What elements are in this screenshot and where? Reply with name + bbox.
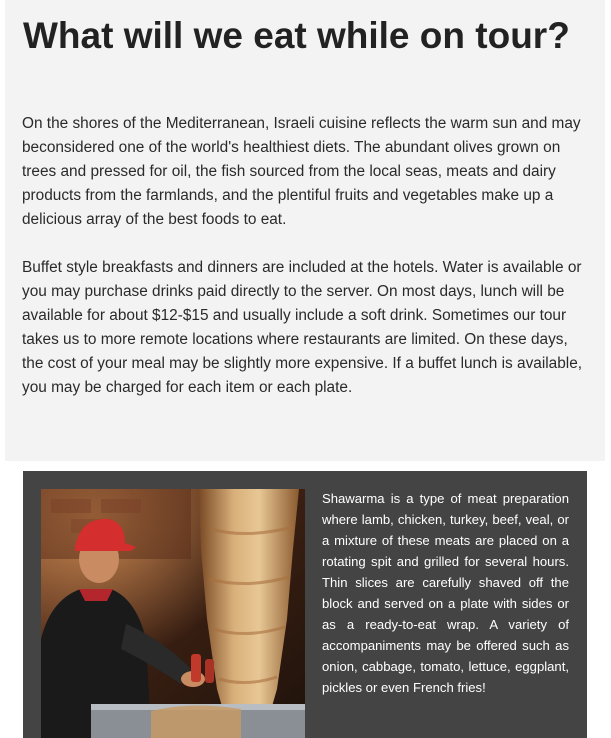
intro-section bbox=[5, 0, 605, 461]
shawarma-caption: Shawarma is a type of meat preparation where lamb, chicken, turkey, beef, veal, or a mixture of these meats are placed on a rotating spit and grilled for several hours. Thin slices are carefully shaved off the block and served on a plate with sides or as a ready-to-eat wrap. A variety of accompaniments may be offered such as onion, cabbage, tomato, lettuce, eggplant, pickles or even French fries! bbox=[322, 491, 569, 695]
page-heading: What will we eat while on tour? bbox=[23, 15, 570, 56]
meals-paragraph: Buffet style breakfasts and dinners are included at the hotels. Water is available or you may purchase drinks paid directly to the server. On most days, lunch will be available for about $12-$15 and usually include a soft drink. Sometimes our tour takes us to more remote locations where restaurants are limited. On these days, the cost of your meal may be slightly more expensive. If a buffet lunch is available, you may be charged for each item or each plate. bbox=[22, 259, 583, 396]
intro-paragraph: On the shores of the Mediterranean, Israeli cuisine reflects the warm sun and may beconsidered one of the world's healthiest diets. The abundant olives grown on trees and pressed for oil, the fish sourced from the local seas, meats and dairy products from the farmlands, and the plentiful fruits and vegetables make up a delicious array of the best foods to eat. bbox=[22, 115, 581, 228]
shawarma-photo bbox=[41, 489, 305, 738]
shawarma-feature bbox=[23, 471, 587, 738]
